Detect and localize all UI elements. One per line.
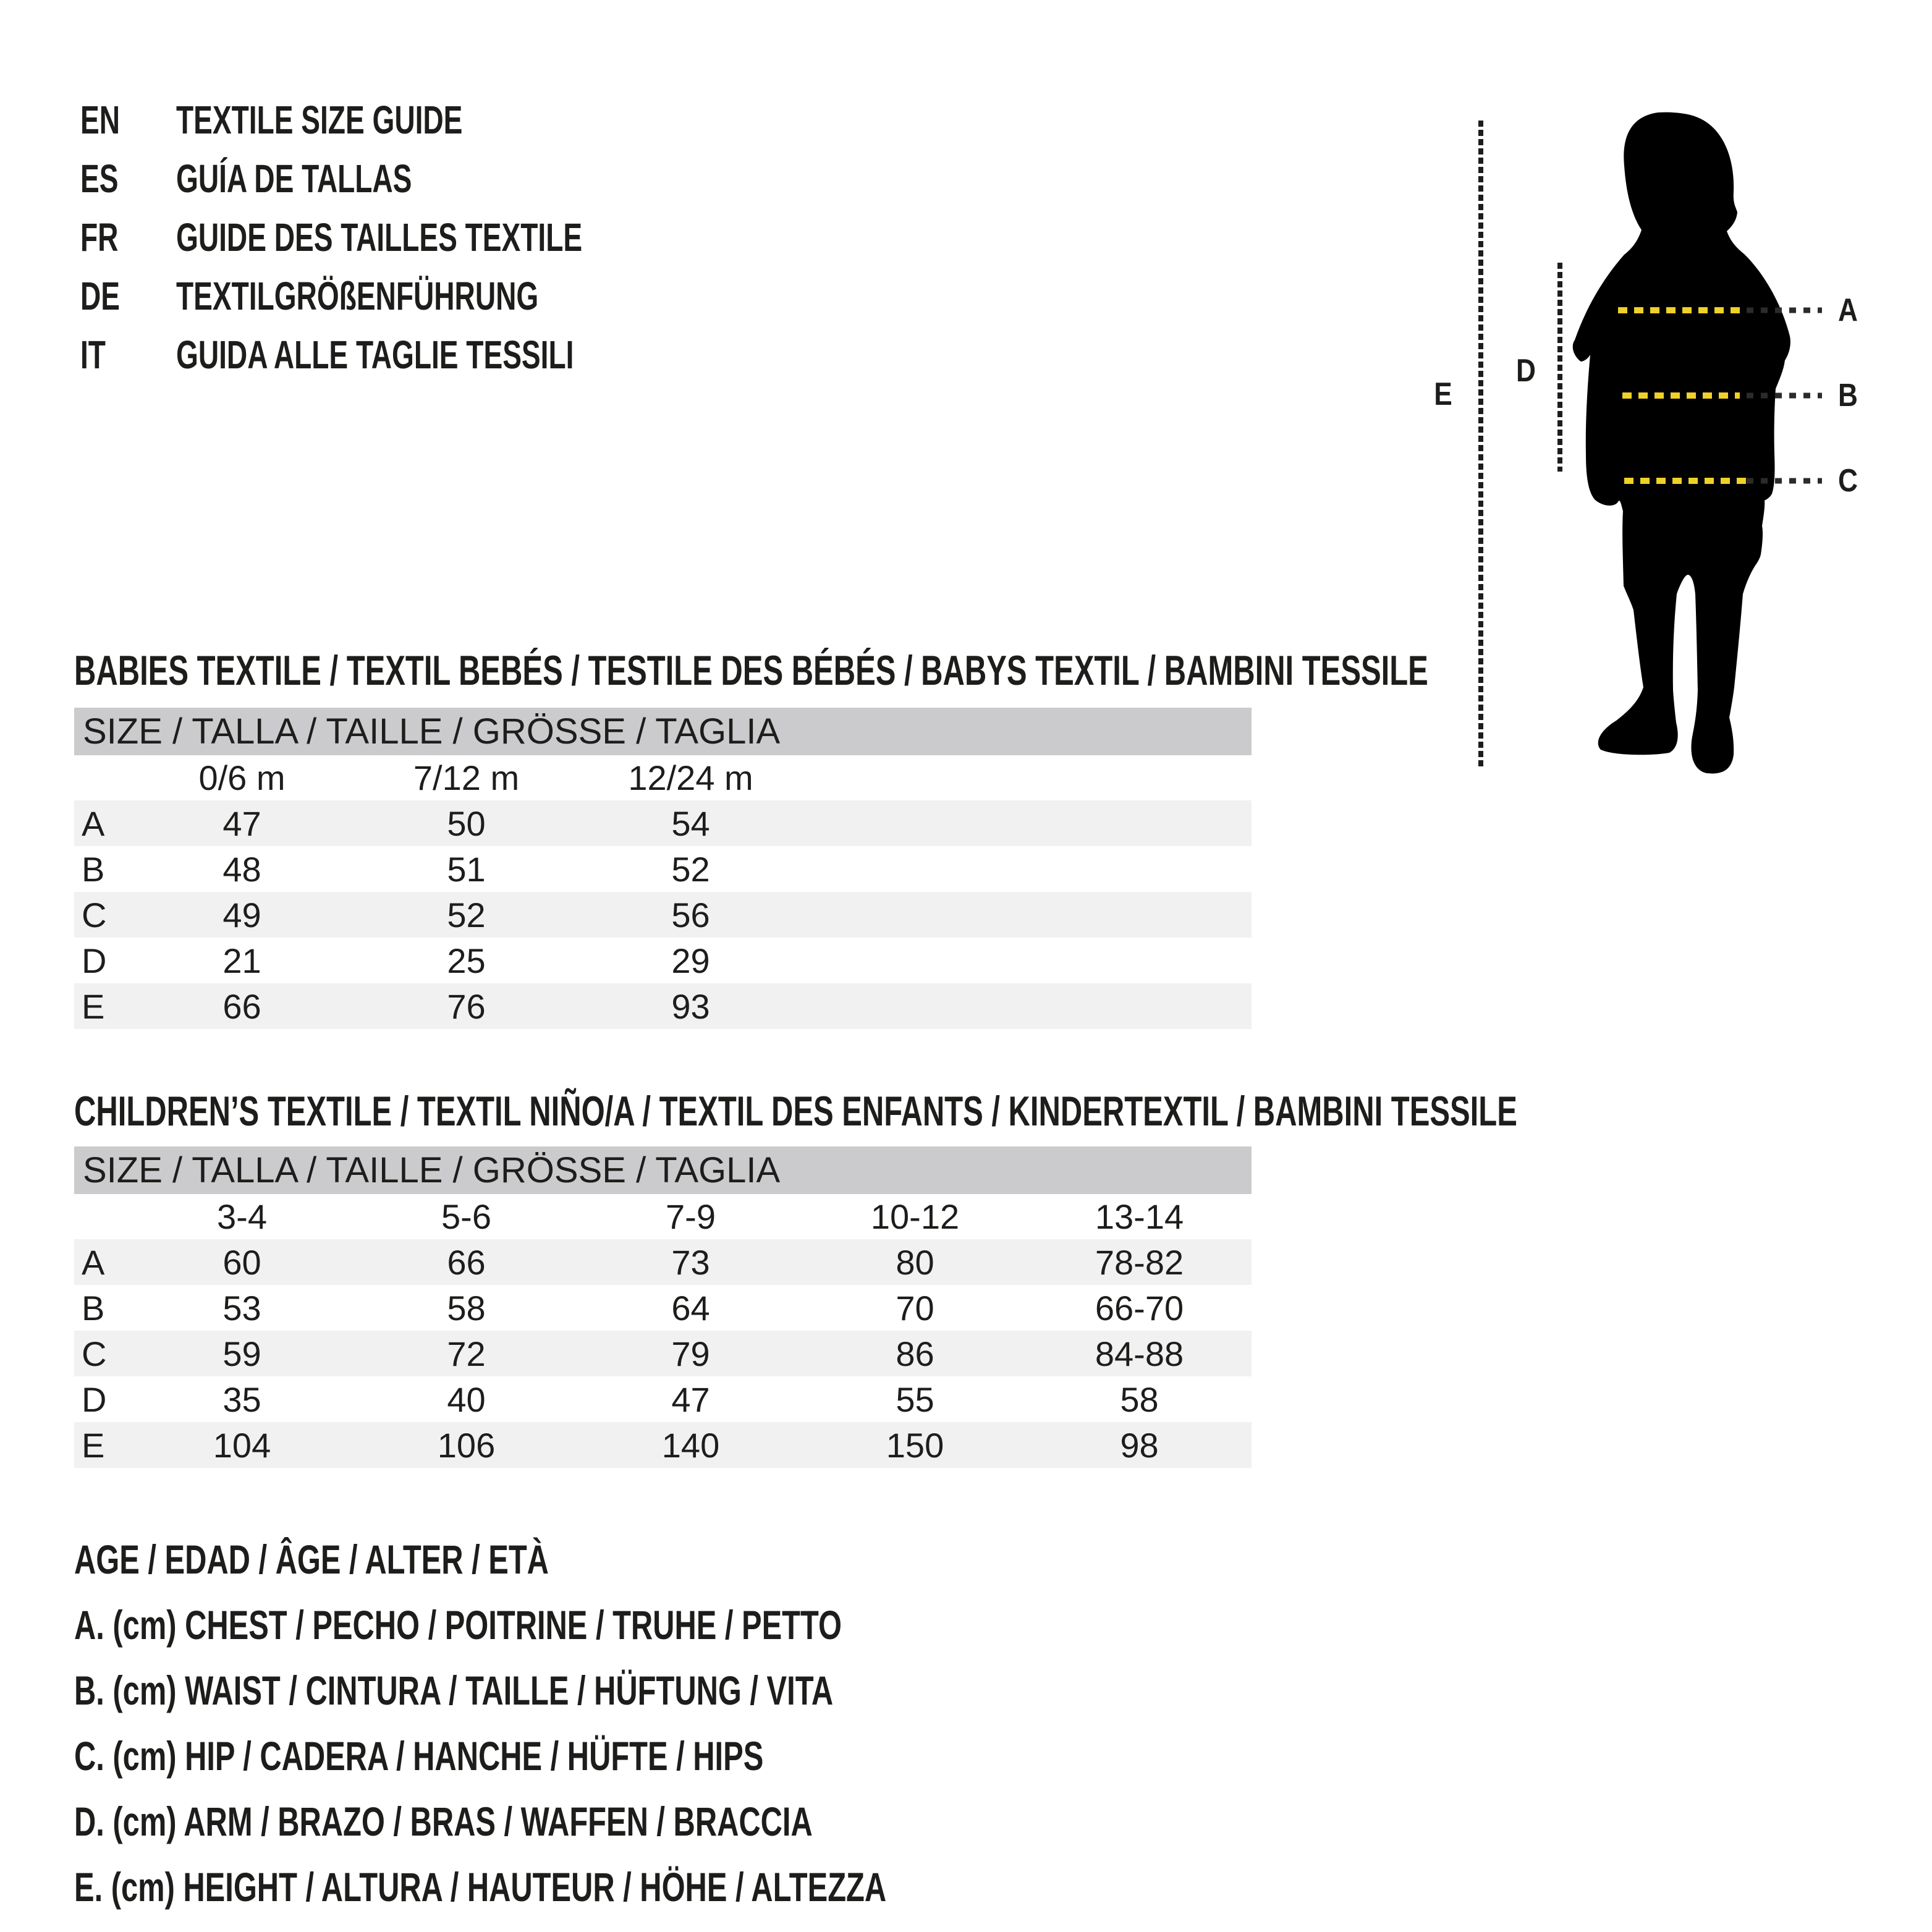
figure-label-d: D	[1516, 353, 1536, 389]
table-cell: 98	[1120, 1425, 1159, 1465]
table-cell: 51	[447, 849, 486, 889]
size-header-label: SIZE / TALLA / TAILLE / GRÖSSE / TAGLIA	[83, 1150, 781, 1190]
table-cell: 104	[213, 1425, 271, 1465]
babies-size-table	[74, 708, 1252, 1029]
row-label: C	[82, 1334, 107, 1373]
child-silhouette-figure	[1409, 87, 1883, 803]
children-size-table	[74, 1146, 1252, 1468]
babies-heading-text: BABIES TEXTILE / TEXTIL BEBÉS / TESTILE DES BÉBÉS / BABYS TEXTIL / BAMBINI TESSILE	[74, 647, 1428, 694]
table-cell: 54	[671, 803, 710, 843]
table-cell: 21	[222, 941, 261, 980]
column-header: 7/12 m	[413, 758, 520, 797]
table-row	[74, 1376, 1252, 1422]
table-cell: 76	[447, 986, 486, 1026]
table-row	[74, 892, 1252, 938]
table-cell: 66	[222, 986, 261, 1026]
table-cell: 58	[447, 1288, 486, 1328]
language-code: IT	[80, 332, 106, 377]
table-cell: 55	[896, 1379, 934, 1419]
language-row-en	[0, 90, 1360, 149]
table-cell: 50	[447, 803, 486, 843]
table-cell: 93	[671, 986, 710, 1026]
column-header: 13-14	[1095, 1197, 1184, 1236]
measurement-legend	[0, 1527, 1172, 1920]
table-cell: 52	[671, 849, 710, 889]
guide-title: GUIDE DES TAILLES TEXTILE	[176, 214, 583, 260]
legend-text: A. (cm) CHEST / PECHO / POITRINE / TRUHE / PETTO	[74, 1602, 842, 1648]
babies-column-headers	[74, 755, 1252, 800]
table-row	[74, 938, 1252, 983]
table-cell: 47	[222, 803, 261, 843]
table-cell: 72	[447, 1334, 486, 1373]
table-row	[74, 846, 1252, 892]
language-row-it	[0, 325, 1360, 384]
legend-line-age	[0, 1527, 1172, 1592]
table-cell: 70	[896, 1288, 934, 1328]
table-cell: 49	[222, 895, 261, 934]
column-header: 10-12	[870, 1197, 960, 1236]
table-row	[74, 1331, 1252, 1376]
figure-label-c: C	[1838, 463, 1858, 499]
guide-title: GUIDA ALLE TAGLIE TESSILI	[176, 332, 574, 377]
row-label: D	[82, 941, 107, 980]
figure-label-a: A	[1838, 292, 1858, 328]
table-cell: 106	[437, 1425, 496, 1465]
table-cell: 78-82	[1095, 1242, 1184, 1282]
table-cell: 25	[447, 941, 486, 980]
table-row	[74, 800, 1252, 846]
children-size-header-bar	[74, 1146, 1252, 1194]
figure-label-b: B	[1838, 378, 1858, 413]
table-cell: 66	[447, 1242, 486, 1282]
row-label: E	[82, 986, 105, 1026]
figure-label-e: E	[1434, 376, 1452, 412]
legend-line-chest	[0, 1592, 1172, 1658]
size-header-label: SIZE / TALLA / TAILLE / GRÖSSE / TAGLIA	[83, 711, 781, 752]
table-cell: 56	[671, 895, 710, 934]
language-code: DE	[80, 273, 121, 318]
table-cell: 47	[671, 1379, 710, 1419]
column-header: 5-6	[441, 1197, 491, 1236]
column-header: 3-4	[217, 1197, 267, 1236]
table-cell: 53	[222, 1288, 261, 1328]
language-code: ES	[80, 156, 119, 201]
row-label: D	[82, 1379, 107, 1419]
legend-line-waist	[0, 1658, 1172, 1723]
legend-line-hip	[0, 1723, 1172, 1789]
guide-title: GUÍA DE TALLAS	[176, 156, 412, 201]
children-heading-text: CHILDREN’S TEXTILE / TEXTIL NIÑO/A / TEXTIL DES ENFANTS / KINDERTEXTIL / BAMBINI TESSILE	[74, 1088, 1517, 1135]
babies-section-heading	[74, 649, 1932, 692]
table-cell: 150	[886, 1425, 944, 1465]
table-cell: 40	[447, 1379, 486, 1419]
legend-text: D. (cm) ARM / BRAZO / BRAS / WAFFEN / BRACCIA	[74, 1799, 813, 1844]
legend-text: E. (cm) HEIGHT / ALTURA / HAUTEUR / HÖHE / ALTEZZA	[74, 1864, 887, 1910]
language-row-fr	[0, 208, 1360, 266]
language-row-es	[0, 149, 1360, 208]
language-code: FR	[80, 214, 119, 260]
legend-text: AGE / EDAD / ÂGE / ALTER / ETÀ	[74, 1536, 549, 1582]
table-cell: 52	[447, 895, 486, 934]
table-cell: 58	[1120, 1379, 1159, 1419]
babies-size-header-bar	[74, 708, 1252, 755]
language-title-block	[0, 90, 1360, 384]
legend-text: B. (cm) WAIST / CINTURA / TAILLE / HÜFTUNG / VITA	[74, 1667, 834, 1713]
table-cell: 80	[896, 1242, 934, 1282]
column-header: 7-9	[666, 1197, 716, 1236]
table-cell: 60	[222, 1242, 261, 1282]
legend-line-arm	[0, 1789, 1172, 1854]
table-cell: 64	[671, 1288, 710, 1328]
children-column-headers	[74, 1194, 1252, 1239]
table-row	[74, 1239, 1252, 1285]
table-cell: 48	[222, 849, 261, 889]
table-row	[74, 983, 1252, 1029]
row-label: B	[82, 1288, 105, 1328]
table-cell: 140	[661, 1425, 720, 1465]
table-row	[74, 1285, 1252, 1331]
row-label: A	[82, 1242, 105, 1282]
language-row-de	[0, 266, 1360, 325]
row-label: A	[82, 803, 105, 843]
table-cell: 84-88	[1095, 1334, 1184, 1373]
guide-title: TEXTILGRÖßENFÜHRUNG	[176, 273, 539, 318]
row-label: E	[82, 1425, 105, 1465]
table-cell: 79	[671, 1334, 710, 1373]
table-cell: 66-70	[1095, 1288, 1184, 1328]
language-code: EN	[80, 97, 121, 142]
table-cell: 29	[671, 941, 710, 980]
legend-text: C. (cm) HIP / CADERA / HANCHE / HÜFTE / HIPS	[74, 1733, 764, 1779]
children-section-heading	[74, 1090, 1932, 1133]
row-label: C	[82, 895, 107, 934]
table-cell: 59	[222, 1334, 261, 1373]
legend-line-height	[0, 1854, 1172, 1920]
row-label: B	[82, 849, 105, 889]
guide-title: TEXTILE SIZE GUIDE	[176, 97, 463, 142]
table-cell: 86	[896, 1334, 934, 1373]
table-cell: 35	[222, 1379, 261, 1419]
column-header: 12/24 m	[628, 758, 753, 797]
column-header: 0/6 m	[198, 758, 286, 797]
table-cell: 73	[671, 1242, 710, 1282]
table-row	[74, 1422, 1252, 1468]
